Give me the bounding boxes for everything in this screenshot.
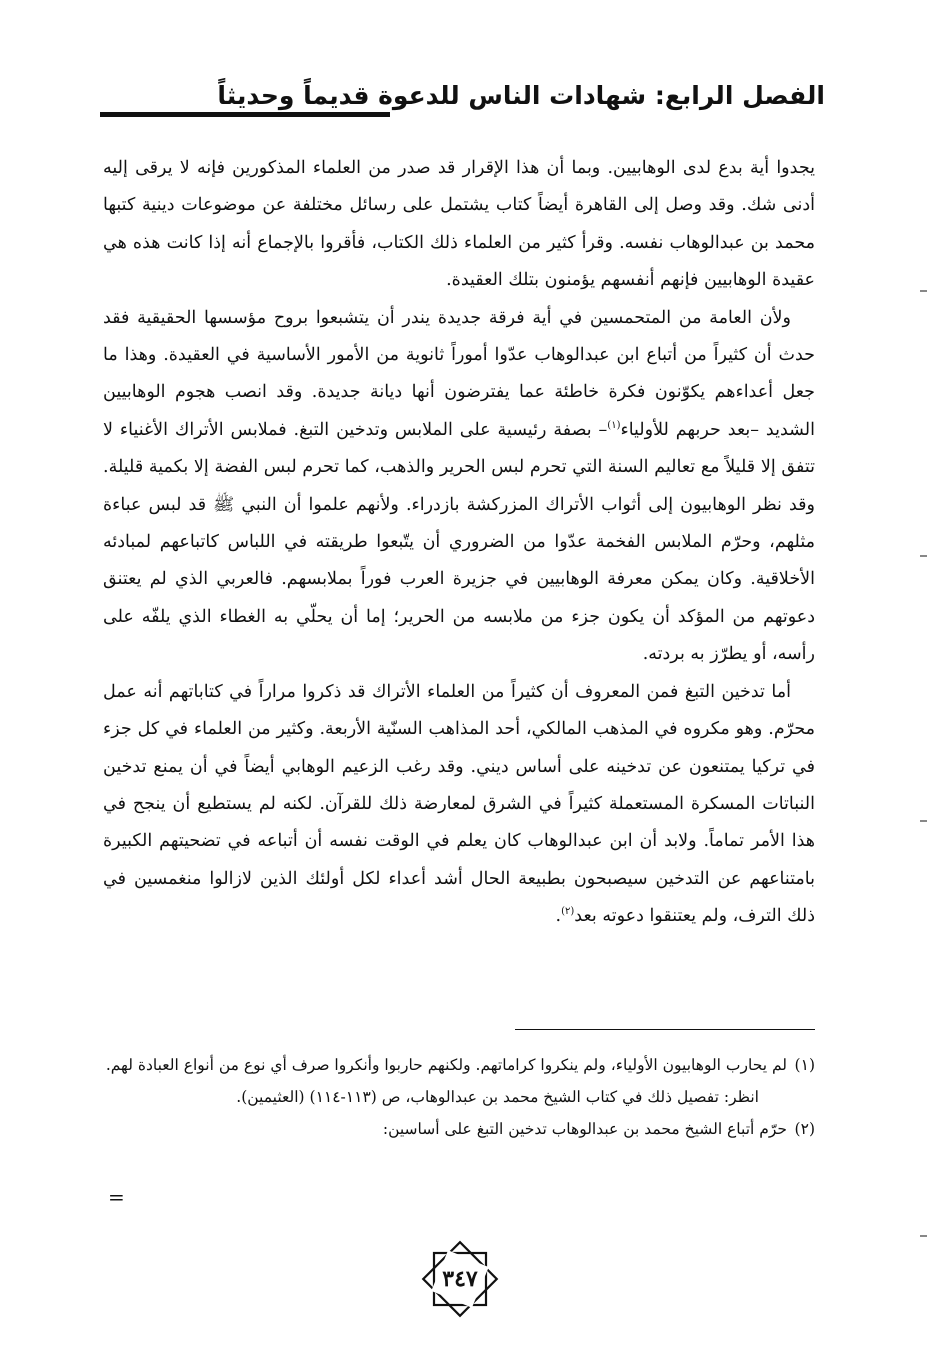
page-number-badge: [417, 1236, 503, 1322]
footnote-1-reference: [103, 1082, 815, 1112]
paragraph-3-text-b: .: [555, 906, 562, 927]
footnotes: [103, 1050, 815, 1146]
footnote-1-reference-text: انظر: تفصيل ذلك في كتاب الشيخ محمد بن عبدالوهاب، ص (١١٣-١١٤) (العثيمين).: [236, 1088, 759, 1106]
paragraph-3: [103, 674, 815, 936]
edge-mark: [920, 1235, 927, 1237]
paragraph-2-text-a: ولأن العامة من المتحمسين في أية فرقة جديدة يندر أن يتشبعوا بروح مؤسسها الحقيقية فقد حدث أن كثيراً من أتباع ابن عبدالوهاب عدّوا أموراً ثانوية من الأمور الأساسية في العقيدة. وهذا ما جعل أعداءهم يكوّنون فكرة خاطئة عما يفترضون أنها ديانة جديدة. وقد انصب هجوم الوهابيين الشديد –بعد حربهم للأولياء: [103, 307, 815, 440]
edge-mark: [920, 555, 927, 557]
footnote-1-number: (١): [794, 1056, 815, 1074]
body-text: [103, 150, 815, 936]
paragraph-2: [103, 300, 815, 674]
edge-mark: [920, 290, 927, 292]
footnote-ref-1[interactable]: (١): [607, 420, 621, 432]
header-rule: [100, 112, 390, 117]
continuation-mark: =: [108, 1185, 125, 1209]
footnote-ref-2[interactable]: (٢): [561, 906, 575, 918]
paragraph-2-text-b: – بصفة رئيسية على الملابس وتدخين التبغ. فملابس الأتراك الأغنياء لا تتفق إلا قليلاً مع تعاليم السنة التي تحرم لبس الحرير والذهب، كما تحرم لبس الفضة إلا بكمية قليلة. وقد نظر الوهابيون إلى أثواب الأتراك المزركشة بازدراء. ولأنهم علموا أن النبي ﷺ قد لبس عباءة مثلهم، وحرّم الملابس الفخمة عدّوا من الضروري أن يتّبعوا طريقته في اللباس كاتباعهم لمبادئه الأخلاقية. وكان يمكن معرفة الوهابيين في جزيرة العرب فوراً بملابسهم. فالعربي الذي لم يعتنق دعوتهم من المؤكد أن يكون جزء من ملابسه من الحرير؛ إما أن يحلّي به الغطاء الذي يلفّه على رأسه، أو يطرّز به بردته.: [103, 419, 815, 665]
footnote-1-text: لم يحارب الوهابيون الأولياء، ولم ينكروا كراماتهم. ولكنهم حاربوا وأنكروا صرف أي نوع من أنواع العبادة لهم.: [105, 1056, 787, 1074]
footnote-2-number: (٢): [794, 1120, 815, 1138]
footnote-separator: [515, 1029, 815, 1030]
footnote-1: [103, 1050, 815, 1080]
running-header: [100, 78, 825, 128]
edge-mark: [920, 820, 927, 822]
page-number: ٣٤٧: [442, 1266, 478, 1292]
paragraph-1: يجدوا أية بدع لدى الوهابيين. وبما أن هذا الإقرار قد صدر من العلماء المذكورين فإنه لا يرقى إليه أدنى شك. وقد وصل إلى القاهرة أيضاً كتاب يشتمل على رسائل مختلفة عن موضوعات دينية كتبها محمد بن عبدالوهاب نفسه. وقرأ كثير من العلماء ذلك الكتاب، فأقروا بالإجماع أنه إذا كانت هذه هي عقيدة الوهابيين فإنهم أنفسهم يؤمنون بتلك العقيدة.: [103, 158, 815, 291]
footnote-2-text: حرّم أتباع الشيخ محمد بن عبدالوهاب تدخين التبغ على أساسين:: [382, 1120, 787, 1138]
paragraph-3-text-a: أما تدخين التبغ فمن المعروف أن كثيراً من العلماء الأتراك قد ذكروا مراراً في كتاباتهم أنه عمل محرّم. وهو مكروه في المذهب المالكي، أحد المذاهب السنّية الأربعة. وكثير من العلماء في كل جزء في تركيا يمتنعون عن تدخينه على أساس ديني. وقد رغب الزعيم الوهابي أيضاً في أن يمنع تدخين النباتات المسكرة المستعملة كثيراً في الشرق لمعارضة ذلك للقرآن. لكنه لم يستطيع أن ينجح في هذا الأمر تماماً. ولابد أن ابن عبدالوهاب كان يعلم في الوقت نفسه أن أتباعه في تضحيتهم الكبيرة بامتناعهم عن التدخين سيصبحون بطبيعة الحال أشد أعداء لكل أولئك الذين لازالوا منغمسين في ذلك الترف، ولم يعتنقوا دعوته بعد: [103, 681, 815, 927]
footnote-2: [103, 1114, 815, 1144]
chapter-title: الفصل الرابع: شهادات الناس للدعوة قديماً وحديثاً: [217, 81, 825, 110]
